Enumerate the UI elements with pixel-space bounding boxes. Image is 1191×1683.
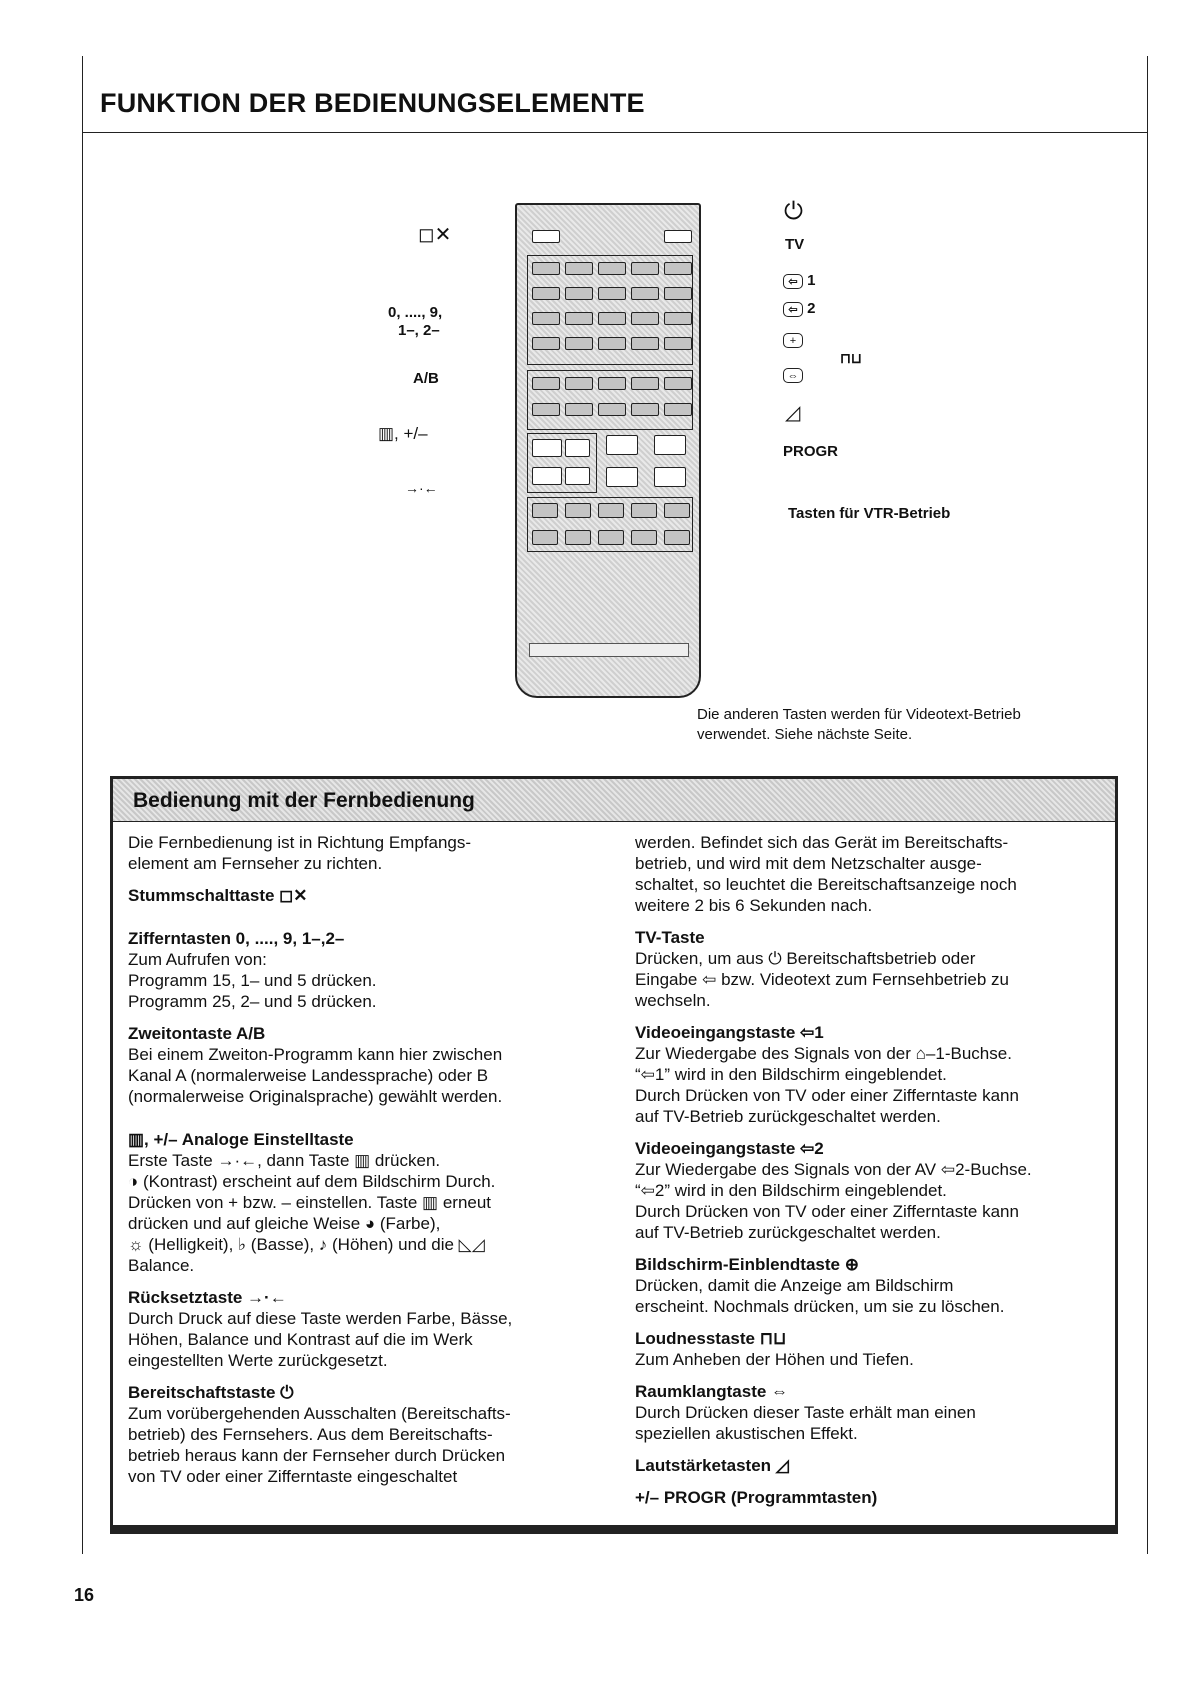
- remote-label-strip: [529, 643, 689, 657]
- paragraph: Drücken von + bzw. – einstellen. Taste ▥ erneut: [128, 1193, 492, 1212]
- digit-key: [631, 337, 659, 350]
- ab-key: [532, 377, 560, 390]
- pause-key: [664, 530, 690, 545]
- section-heading: Zweitontaste A/B: [128, 1024, 266, 1043]
- paragraph: element am Fernseher zu richten.: [128, 854, 383, 873]
- paragraph: Zum vorübergehenden Ausschalten (Bereitschafts-: [128, 1404, 511, 1423]
- vtr-key: [532, 503, 558, 518]
- rewind-key: [565, 503, 591, 518]
- paragraph: Durch Drücken von TV oder einer Zifferntaste kann: [635, 1086, 1019, 1105]
- section-heading: Videoeingangstaste ⇦1: [635, 1023, 824, 1042]
- section-heading: Stummschalttaste ◻✕: [128, 886, 308, 905]
- paragraph: betrieb) des Fernsehers. Aus dem Bereitschafts-: [128, 1425, 493, 1444]
- paragraph: wechseln.: [635, 991, 711, 1010]
- key: [664, 377, 692, 390]
- volume-plus-key: [606, 435, 638, 455]
- paragraph: Programm 15, 1– und 5 drücken.: [128, 971, 377, 990]
- section-heading: Loudnesstaste ⊓⊔: [635, 1329, 787, 1348]
- digit-key: [532, 337, 560, 350]
- paragraph: Bei einem Zweiton-Programm kann hier zwischen: [128, 1045, 503, 1064]
- digits-label-2: 1–, 2–: [398, 322, 440, 339]
- section-heading: ▥, +/– Analoge Einstelltaste: [128, 1130, 354, 1149]
- key: [598, 403, 626, 416]
- section-heading: Rücksetztaste →·←: [128, 1288, 287, 1307]
- mute-icon: ◻✕: [418, 224, 452, 246]
- paragraph: speziellen akustischen Effekt.: [635, 1424, 858, 1443]
- paragraph: Drücken, um aus ⏻ Bereitschaftsbetrieb oder: [635, 949, 976, 968]
- vtr-power-key: [664, 503, 690, 518]
- vtr-key: [532, 530, 558, 545]
- ab-label: A/B: [413, 370, 439, 387]
- paragraph: Zum Aufrufen von:: [128, 950, 267, 969]
- paragraph: weitere 2 bis 6 Sekunden nach.: [635, 896, 873, 915]
- section-heading: Bildschirm-Einblendtaste ⊕: [635, 1255, 859, 1274]
- progr-minus-key: [654, 467, 686, 487]
- fast-forward-key: [631, 503, 657, 518]
- digit-key: [532, 312, 560, 325]
- digit-key: [565, 337, 593, 350]
- reset-key: [532, 467, 562, 485]
- record-key: [598, 530, 624, 545]
- panel-header: [113, 779, 1115, 822]
- digit-key: [565, 262, 593, 275]
- paragraph: ◑ (Kontrast) erscheint auf dem Bildschirm Durch.: [128, 1172, 496, 1191]
- section-heading: Bereitschaftstaste ⏻: [128, 1383, 294, 1402]
- progr-label: PROGR: [783, 443, 839, 460]
- mute-button: [532, 230, 560, 243]
- vtr-keys-label: Tasten für VTR-Betrieb: [788, 505, 951, 522]
- power-icon: ⏻: [784, 198, 803, 225]
- av2-key: [631, 287, 659, 300]
- paragraph: betrieb heraus kann der Fernseher durch Drücken: [128, 1446, 506, 1465]
- tv-label: TV: [785, 236, 805, 253]
- paragraph: auf TV-Betrieb zurückgeschaltet werden.: [635, 1107, 941, 1126]
- osd-key: [664, 287, 692, 300]
- digit-key: [532, 262, 560, 275]
- paragraph: Zum Anheben der Höhen und Tiefen.: [635, 1350, 914, 1369]
- paragraph: Zur Wiedergabe des Signals von der AV ⇦2-Buchse.: [635, 1160, 1032, 1179]
- title-divider: [82, 132, 1148, 133]
- paragraph: Höhen, Balance und Kontrast auf die im Werk: [128, 1330, 473, 1349]
- vtr-key: [631, 530, 657, 545]
- volume-icon: ◿: [785, 402, 801, 424]
- analog-adjust-label: ▥, +/–: [378, 424, 428, 443]
- section-heading: Raumklangtaste ⇔: [635, 1382, 789, 1401]
- page-title: FUNKTION DER BEDIENUNGSELEMENTE: [100, 88, 645, 118]
- paragraph: ☼ (Helligkeit), ♭ (Basse), ♪ (Höhen) und die ◺◿: [128, 1235, 485, 1254]
- digit-key: [598, 337, 626, 350]
- volume-minus-key: [606, 467, 638, 487]
- paragraph: Drücken, damit die Anzeige am Bildschirm: [635, 1276, 954, 1295]
- loudness-icon: ⊓⊔: [840, 350, 862, 366]
- right-column: [635, 832, 1115, 1508]
- digit-key: [598, 262, 626, 275]
- paragraph: “⇦1” wird in den Bildschirm eingeblendet.: [635, 1065, 947, 1084]
- digit-key: [532, 287, 560, 300]
- remote-control-illustration: [515, 203, 701, 698]
- paragraph: Kanal A (normalerweise Landessprache) oder B: [128, 1066, 489, 1085]
- paragraph: Eingabe ⇦ bzw. Videotext zum Fernsehbetrieb zu: [635, 970, 1009, 989]
- digits-label-1: 0, ...., 9,: [388, 304, 443, 321]
- av2-label: ⇦ 2: [783, 300, 816, 317]
- loudness-key: [631, 312, 659, 325]
- power-button: [664, 230, 692, 243]
- page-number: 16: [74, 1585, 95, 1605]
- key: [598, 377, 626, 390]
- paragraph: Durch Drücken von TV oder einer Zifferntaste kann: [635, 1202, 1019, 1221]
- paragraph: “⇦2” wird in den Bildschirm eingeblendet.: [635, 1181, 947, 1200]
- panel-title: Bedienung mit der Fernbedienung: [133, 789, 475, 812]
- reset-icon: →·←: [405, 480, 438, 496]
- paragraph: von TV oder einer Zifferntaste eingeschaltet: [128, 1467, 458, 1486]
- paragraph: Programm 25, 2– und 5 drücken.: [128, 992, 377, 1011]
- paragraph: erscheint. Nochmals drücken, um sie zu löschen.: [635, 1297, 1005, 1316]
- paragraph: drücken und auf gleiche Weise ◕ (Farbe),: [128, 1214, 441, 1233]
- digit-key: [598, 287, 626, 300]
- digit-key: [598, 312, 626, 325]
- surround-icon: ⇔: [783, 367, 803, 385]
- paragraph: schaltet, so leuchtet die Bereitschaftsanzeige noch: [635, 875, 1017, 894]
- key: [532, 403, 560, 416]
- paragraph: Durch Druck auf diese Taste werden Farbe, Bässe,: [128, 1309, 513, 1328]
- section-heading: Zifferntasten 0, ...., 9, 1–,2–: [128, 929, 345, 948]
- key: [631, 403, 659, 416]
- paragraph: Zur Wiedergabe des Signals von der ⌂–1-Buchse.: [635, 1044, 1012, 1063]
- instructions-panel: [110, 776, 1118, 1534]
- progr-plus-key: [654, 435, 686, 455]
- surround-key: [664, 312, 692, 325]
- paragraph: auf TV-Betrieb zurückgeschaltet werden.: [635, 1223, 941, 1242]
- left-column: [128, 832, 598, 1487]
- panel-bottom-rule: [113, 1525, 1115, 1531]
- paragraph: (normalerweise Originalsprache) gewählt werden.: [128, 1087, 503, 1106]
- videotext-note: Die anderen Tasten werden für Videotext-Betrieb verwendet. Siehe nächste Seite.: [697, 706, 1021, 743]
- key: [631, 377, 659, 390]
- key: [565, 403, 593, 416]
- av1-key: [664, 262, 692, 275]
- digit-key: [565, 312, 593, 325]
- stop-key: [565, 530, 591, 545]
- digit-key: [664, 337, 692, 350]
- paragraph: Balance.: [128, 1256, 195, 1275]
- paragraph: werden. Befindet sich das Gerät im Bereitschafts-: [635, 833, 1009, 852]
- play-key: [598, 503, 624, 518]
- paragraph: Durch Drücken dieser Taste erhält man einen: [635, 1403, 976, 1422]
- paragraph: betrieb, und wird mit dem Netzschalter ausge-: [635, 854, 982, 873]
- paragraph: Erste Taste →·←, dann Taste ▥ drücken.: [128, 1151, 441, 1170]
- volume-key: [664, 403, 692, 416]
- digit-key: [565, 287, 593, 300]
- section-heading: TV-Taste: [635, 928, 705, 947]
- paragraph: eingestellten Werte zurückgesetzt.: [128, 1351, 388, 1370]
- av-input-icon: ⇦: [783, 274, 803, 289]
- plus-key: [565, 439, 590, 457]
- section-heading: +/– PROGR (Programmtasten): [635, 1488, 878, 1507]
- av-input-icon: ⇦: [783, 302, 803, 317]
- section-heading: Videoeingangstaste ⇦2: [635, 1139, 824, 1158]
- paragraph: Die Fernbedienung ist in Richtung Empfangs-: [128, 833, 472, 852]
- minus-key: [565, 467, 590, 485]
- analog-key: [532, 439, 562, 457]
- key: [565, 377, 593, 390]
- section-heading: Lautstärketasten ◿: [635, 1456, 789, 1475]
- tv-key: [631, 262, 659, 275]
- av1-label: ⇦ 1: [783, 272, 816, 289]
- osd-icon: +: [783, 332, 803, 350]
